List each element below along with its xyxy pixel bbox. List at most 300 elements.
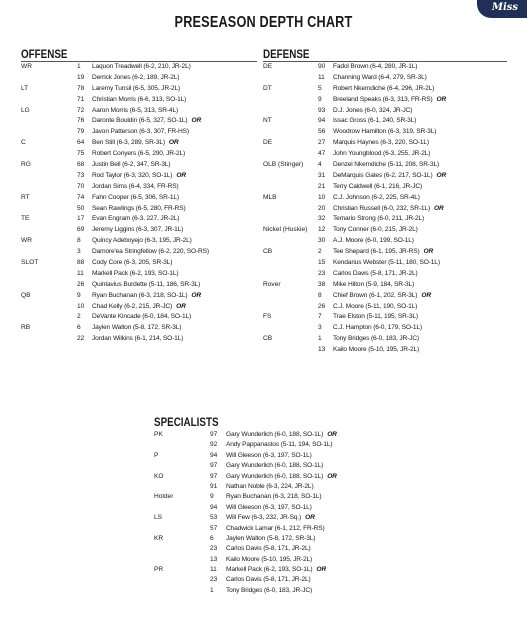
- position-label: KR: [154, 534, 164, 542]
- offense-row: [21, 160, 257, 171]
- specialists-row: [154, 575, 404, 585]
- player-name: [226, 524, 325, 534]
- player-name-text: Derrick Jones (6-2, 189, JR-2L): [92, 73, 180, 81]
- jersey-number: 11: [210, 566, 217, 574]
- jersey-number: 8: [77, 237, 81, 245]
- player-name: [333, 345, 419, 356]
- player-name-text: Chad Kelly (6-2, 215, JR-JC): [92, 302, 173, 310]
- player-name: [92, 171, 186, 182]
- position-label: DT: [263, 84, 272, 92]
- jersey-number: 27: [318, 139, 326, 147]
- offense-row: [21, 323, 257, 334]
- position-label: LS: [154, 514, 163, 522]
- player-name-text: DeMarquis Gates (6-2, 217, SO-1L): [333, 171, 433, 179]
- jersey-number: 71: [77, 95, 85, 103]
- jersey-number: 93: [318, 106, 326, 114]
- player-name-text: Kendarius Webster (5-11, 180, SO-1L): [333, 259, 440, 267]
- player-name-text: Ryan Buchanan (6-3, 218, SO-1L): [92, 291, 188, 299]
- player-name: [333, 116, 416, 127]
- position-label: CB: [263, 335, 273, 343]
- player-name-text: John Youngblood (6-3, 255, JR-2L): [333, 150, 431, 158]
- player-name-text: Terry Caldwell (6-1, 216, JR-JC): [333, 182, 422, 190]
- player-name: [333, 236, 414, 247]
- or-marker: OR: [423, 248, 434, 256]
- position-label: LT: [21, 84, 29, 92]
- player-name-text: Mike Hilton (5-9, 184, SR-3L): [333, 280, 415, 288]
- or-marker: OR: [327, 472, 337, 480]
- defense-row: [263, 302, 507, 313]
- player-name: [92, 127, 189, 138]
- jersey-number: 5: [318, 84, 322, 92]
- offense-row: [21, 127, 257, 138]
- position-label: PK: [154, 431, 163, 438]
- player-name-text: Cody Core (6-3, 205, SR-3L): [92, 259, 173, 267]
- jersey-number: 23: [210, 545, 218, 553]
- player-name: [92, 106, 178, 117]
- player-name: [92, 291, 201, 302]
- player-name: [92, 269, 178, 280]
- player-name: [92, 95, 186, 106]
- player-name-text: Will Gleeson (6-3, 197, SO-1L): [226, 451, 312, 459]
- player-name: [333, 214, 424, 225]
- jersey-number: 17: [77, 215, 85, 223]
- player-name: [92, 138, 179, 149]
- player-name: [333, 182, 422, 193]
- jersey-number: 97: [210, 462, 218, 470]
- player-name: [226, 513, 315, 523]
- jersey-number: 53: [210, 514, 218, 522]
- player-name-text: Trae Elston (5-11, 195, SR-3L): [333, 313, 418, 321]
- jersey-number: 13: [210, 555, 218, 563]
- or-marker: OR: [436, 95, 447, 103]
- player-name: [92, 84, 180, 95]
- specialists-list: [154, 430, 404, 596]
- jersey-number: 1: [77, 63, 81, 70]
- player-name: [92, 323, 181, 334]
- defense-row: [263, 280, 507, 291]
- offense-heading: OFFENSE: [21, 47, 68, 61]
- jersey-number: 73: [77, 171, 85, 179]
- defense-row: [263, 345, 507, 356]
- defense-row: [263, 236, 507, 247]
- player-name-text: Woodrow Hamilton (6-3, 319, SR-3L): [333, 128, 437, 136]
- player-name: [92, 73, 179, 84]
- jersey-number: 11: [77, 269, 84, 277]
- player-name-text: Carlos Davis (5-8, 171, JR-2L): [226, 576, 311, 584]
- player-name-text: Temario Strong (6-0, 211, JR-2L): [333, 215, 425, 223]
- jersey-number: 1: [318, 335, 322, 343]
- player-name-text: Daronte Bouldin (6-5, 327, SO-1L): [92, 117, 188, 125]
- or-marker: OR: [316, 566, 326, 574]
- offense-row: [21, 73, 257, 84]
- player-name-text: Laremy Tunsil (6-5, 305, JR-2L): [92, 84, 181, 92]
- position-label: NT: [263, 117, 272, 125]
- or-marker: OR: [191, 291, 202, 299]
- player-name-text: D.J. Jones (6-0, 324, JR-JC): [333, 106, 413, 114]
- jersey-number: 21: [318, 182, 326, 190]
- defense-row: [263, 73, 507, 84]
- defense-row: [263, 269, 507, 280]
- jersey-number: 10: [77, 302, 85, 310]
- or-marker: OR: [191, 117, 202, 125]
- player-name: [333, 138, 429, 149]
- player-name-text: Markell Pack (6-2, 193, SO-1L): [92, 269, 179, 277]
- player-name-text: Will Few (6-3, 232, JR-Sq.): [226, 514, 302, 522]
- specialists-row: [154, 503, 404, 513]
- player-name: [92, 193, 179, 204]
- player-name: [333, 149, 430, 160]
- jersey-number: 75: [77, 150, 85, 158]
- player-name-text: Tony Bridges (6-0, 183, JR-JC): [333, 335, 420, 343]
- jersey-number: 23: [318, 269, 326, 277]
- jersey-number: 70: [77, 182, 85, 190]
- player-name-text: Andy Pappanastos (5-11, 194, SO-1L): [226, 441, 333, 449]
- jersey-number: 2: [318, 248, 322, 256]
- offense-row: [21, 116, 257, 127]
- jersey-number: 78: [77, 84, 85, 92]
- position-label: WR: [21, 63, 32, 70]
- jersey-number: 50: [77, 204, 85, 212]
- position-label: CB: [263, 248, 273, 256]
- jersey-number: 12: [318, 226, 326, 234]
- player-name-text: Sean Rawlings (6-5, 280, FR-RS): [92, 204, 186, 212]
- player-name: [226, 492, 321, 502]
- jersey-number: 15: [318, 259, 326, 267]
- player-name-text: Evan Engram (6-3, 227, JR-2L): [92, 215, 180, 223]
- offense-row: [21, 62, 257, 73]
- page-title: PRESEASON DEPTH CHART: [174, 14, 353, 31]
- offense-row: [21, 258, 257, 269]
- player-name-text: Ryan Buchanan (6-3, 218, SO-1L): [226, 493, 322, 501]
- logo: [477, 0, 527, 18]
- jersey-number: 9: [318, 95, 322, 103]
- defense-row: [263, 214, 507, 225]
- player-name: [226, 451, 312, 461]
- jersey-number: 26: [77, 280, 85, 288]
- player-name-text: Denzel Nkemdiche (5-11, 208, SR-3L): [333, 161, 440, 169]
- or-marker: OR: [434, 204, 444, 212]
- or-marker: OR: [327, 431, 337, 438]
- position-label: QB: [21, 291, 31, 299]
- player-name: [333, 73, 427, 84]
- defense-row: [263, 291, 507, 302]
- player-name-text: Robert Nkemdiche (6-4, 296, JR-2L): [333, 84, 435, 92]
- specialists-row: [154, 534, 404, 544]
- position-label: Rover: [263, 280, 281, 288]
- defense-row: [263, 247, 507, 258]
- jersey-number: 74: [77, 193, 85, 201]
- specialists-row: [154, 513, 404, 523]
- jersey-number: 69: [77, 226, 85, 234]
- player-name-text: Breeland Speaks (6-3, 313, FR-RS): [333, 95, 433, 103]
- specialists-row: [154, 544, 404, 554]
- offense-row: [21, 214, 257, 225]
- or-marker: OR: [305, 514, 315, 522]
- position-label: OLB (Stinger): [263, 161, 304, 169]
- jersey-number: 6: [77, 324, 81, 332]
- player-name: [92, 160, 170, 171]
- position-label: WR: [21, 237, 32, 245]
- jersey-number: 38: [318, 280, 326, 288]
- specialists-row: [154, 430, 404, 440]
- position-label: SLOT: [21, 259, 39, 267]
- player-name: [92, 214, 179, 225]
- player-name: [333, 225, 418, 236]
- position-label: TE: [21, 215, 30, 223]
- jersey-number: 22: [77, 335, 85, 343]
- defense-row: [263, 312, 507, 323]
- position-label: P: [154, 451, 159, 459]
- defense-row: [263, 171, 507, 182]
- player-name-text: Nathan Noble (6-3, 224, JR-2L): [226, 482, 314, 490]
- position-label: LG: [21, 106, 30, 114]
- player-name-text: Jaylen Walton (5-8, 172, SR-3L): [92, 324, 182, 332]
- logo-text: Miss: [491, 2, 519, 13]
- position-label: RG: [21, 161, 31, 169]
- position-label: RT: [21, 193, 30, 201]
- position-label: KO: [154, 472, 164, 480]
- player-name-text: C.J. Moore (5-11, 190, SO-1L): [333, 302, 418, 310]
- jersey-number: 57: [210, 524, 218, 532]
- player-name: [333, 269, 418, 280]
- specialists-row: [154, 440, 404, 450]
- offense-row: [21, 280, 257, 291]
- jersey-number: 92: [210, 441, 218, 449]
- jersey-number: 56: [318, 128, 326, 136]
- player-name-text: Christian Morris (6-6, 313, SO-1L): [92, 95, 187, 103]
- player-name: [92, 312, 191, 323]
- defense-row: [263, 149, 507, 160]
- player-name: [333, 171, 446, 182]
- player-name: [226, 472, 337, 482]
- player-name: [92, 236, 192, 247]
- player-name-text: Tee Shepard (6-1, 195, JR-RS): [333, 248, 420, 256]
- player-name: [333, 302, 417, 313]
- player-name-text: Will Gleeson (6-3, 197, SO-1L): [226, 503, 312, 511]
- or-marker: OR: [421, 291, 431, 299]
- player-name: [92, 302, 186, 313]
- player-name-text: Jordan Sims (6-4, 334, FR-RS): [92, 182, 179, 190]
- player-name-text: Robert Conyers (6-5, 290, JR-2L): [92, 150, 186, 158]
- offense-list: [21, 62, 257, 345]
- offense-row: [21, 291, 257, 302]
- player-name-text: Christian Russell (6-0, 232, SR-1L): [333, 204, 430, 212]
- player-name: [333, 193, 420, 204]
- jersey-number: 6: [210, 534, 214, 542]
- player-name-text: Jordan Wilkins (6-1, 214, SO-1L): [92, 335, 184, 343]
- player-name: [92, 62, 191, 73]
- jersey-number: 94: [210, 503, 218, 511]
- player-name-text: Tony Conner (6-0, 215, JR-2L): [333, 226, 418, 234]
- specialists-row: [154, 524, 404, 534]
- player-name: [333, 95, 446, 106]
- defense-heading: DEFENSE: [263, 47, 310, 61]
- specialists-row: [154, 586, 404, 596]
- jersey-number: 2: [77, 313, 81, 321]
- offense-row: [21, 95, 257, 106]
- jersey-number: 94: [318, 117, 326, 125]
- player-name: [333, 62, 417, 73]
- position-label: FS: [263, 313, 272, 321]
- jersey-number: 3: [318, 324, 322, 332]
- jersey-number: 72: [77, 106, 85, 114]
- jersey-number: 94: [210, 451, 218, 459]
- player-name-text: Fadol Brown (6-4, 280, JR-1L): [333, 63, 418, 70]
- player-name: [333, 258, 440, 269]
- player-name: [226, 586, 312, 596]
- defense-row: [263, 193, 507, 204]
- player-name: [92, 149, 185, 160]
- player-name: [333, 280, 414, 291]
- defense-row: [263, 106, 507, 117]
- player-name-text: Carlos Davis (5-8, 171, JR-2L): [226, 545, 311, 553]
- jersey-number: 91: [210, 482, 218, 490]
- player-name-text: Chadwick Lamar (6-1, 212, FR-RS): [226, 524, 325, 532]
- player-name: [226, 482, 314, 492]
- jersey-number: 97: [210, 431, 218, 438]
- jersey-number: 4: [318, 161, 322, 169]
- jersey-number: 30: [318, 237, 326, 245]
- player-name-text: Issac Gross (6-1, 240, SR-3L): [333, 117, 417, 125]
- player-name: [92, 280, 200, 291]
- jersey-number: 31: [318, 171, 326, 179]
- player-name: [333, 84, 434, 95]
- offense-row: [21, 204, 257, 215]
- jersey-number: 79: [77, 128, 85, 136]
- position-label: RB: [21, 324, 31, 332]
- defense-row: [263, 62, 507, 73]
- player-name-text: Marquis Haynes (6-3, 220, SO-1L): [333, 139, 429, 147]
- defense-row: [263, 204, 507, 215]
- defense-row: [263, 160, 507, 171]
- player-name-text: Markell Pack (6-2, 193, SO-1L): [226, 566, 313, 574]
- jersey-number: 76: [77, 117, 85, 125]
- jersey-number: 88: [77, 259, 85, 267]
- jersey-number: 64: [77, 139, 85, 147]
- position-label: C: [21, 139, 26, 147]
- jersey-number: 19: [77, 73, 85, 81]
- player-name: [333, 160, 439, 171]
- defense-row: [263, 95, 507, 106]
- player-name: [333, 323, 422, 334]
- offense-row: [21, 269, 257, 280]
- jersey-number: 97: [210, 472, 218, 480]
- or-marker: OR: [176, 171, 186, 179]
- jersey-number: 9: [210, 493, 214, 501]
- jersey-number: 10: [318, 193, 326, 201]
- player-name: [226, 534, 315, 544]
- or-marker: OR: [436, 171, 447, 179]
- jersey-number: 3: [77, 248, 81, 256]
- player-name-text: DeVante Kincade (6-0, 184, SO-1L): [92, 313, 192, 321]
- defense-row: [263, 127, 507, 138]
- player-name: [333, 334, 419, 345]
- player-name-text: A.J. Moore (6-0, 199, SO-1L): [333, 237, 414, 245]
- specialists-row: [154, 555, 404, 565]
- player-name-text: C.J. Johnson (6-2, 225, SR-4L): [333, 193, 420, 201]
- offense-row: [21, 334, 257, 345]
- jersey-number: 11: [318, 73, 325, 81]
- offense-row: [21, 149, 257, 160]
- offense-row: [21, 84, 257, 95]
- player-name: [226, 461, 323, 471]
- player-name: [333, 291, 431, 302]
- jersey-number: 9: [77, 291, 81, 299]
- specialists-row: [154, 461, 404, 471]
- position-label: Holder: [154, 493, 174, 501]
- player-name-text: Quintavius Burdette (5-11, 186, SR-3L): [92, 280, 201, 288]
- position-label: DE: [263, 63, 273, 70]
- offense-row: [21, 312, 257, 323]
- player-name: [92, 204, 186, 215]
- jersey-number: 68: [77, 161, 85, 169]
- player-name-text: Quincy Adeboyejo (6-3, 195, JR-2L): [92, 237, 192, 245]
- jersey-number: 90: [318, 63, 326, 70]
- player-name: [92, 334, 183, 345]
- jersey-number: 20: [318, 204, 326, 212]
- jersey-number: 13: [318, 346, 326, 354]
- specialists-row: [154, 482, 404, 492]
- player-name: [333, 204, 444, 215]
- player-name: [92, 182, 179, 193]
- jersey-number: 26: [318, 302, 326, 310]
- player-name: [333, 127, 436, 138]
- player-name: [92, 258, 172, 269]
- jersey-number: 32: [318, 215, 326, 223]
- jersey-number: 7: [318, 313, 322, 321]
- player-name: [333, 312, 418, 323]
- player-name: [92, 116, 201, 127]
- player-name: [226, 575, 311, 585]
- defense-row: [263, 116, 507, 127]
- player-name-text: Carlos Davis (5-8, 171, JR-2L): [333, 269, 418, 277]
- player-name: [226, 503, 312, 513]
- player-name-text: Fahn Cooper (6-5, 306, SR-1L): [92, 193, 179, 201]
- or-marker: OR: [176, 302, 186, 310]
- player-name-text: Damore'ea Stringfellow (6-2, 220, SO-RS): [92, 248, 209, 256]
- or-marker: OR: [168, 139, 179, 147]
- specialists-row: [154, 492, 404, 502]
- player-name-text: Jaylen Walton (5-8, 172, SR-3L): [226, 534, 316, 542]
- specialists-row: [154, 472, 404, 482]
- jersey-number: 8: [318, 291, 322, 299]
- offense-row: [21, 138, 257, 149]
- offense-row: [21, 182, 257, 193]
- defense-row: [263, 323, 507, 334]
- jersey-number: 23: [210, 576, 218, 584]
- player-name-text: Gary Wunderlich (6-0, 188, SO-1L): [226, 472, 324, 480]
- player-name-text: Chief Brown (6-1, 202, SR-3L): [333, 291, 418, 299]
- player-name-text: Kailo Moore (5-10, 195, JR-2L): [333, 346, 420, 354]
- defense-row: [263, 182, 507, 193]
- defense-row: [263, 258, 507, 269]
- offense-row: [21, 236, 257, 247]
- player-name-text: Rod Taylor (6-3, 320, SO-1L): [92, 171, 173, 179]
- player-name: [226, 430, 337, 440]
- offense-row: [21, 302, 257, 313]
- player-name-text: Gary Wunderlich (6-0, 188, SO-1L): [226, 462, 324, 470]
- player-name-text: Kailo Moore (5-10, 195, JR-2L): [226, 555, 313, 563]
- position-label: DE: [263, 139, 273, 147]
- player-name-text: C.J. Hampton (6-0, 179, SO-1L): [333, 324, 422, 332]
- player-name-text: Tony Bridges (6-0, 183, JR-JC): [226, 586, 313, 594]
- player-name-text: Channing Ward (6-4, 279, SR-3L): [333, 73, 427, 81]
- offense-row: [21, 106, 257, 117]
- position-label: MLB: [263, 193, 277, 201]
- player-name: [226, 555, 312, 565]
- offense-row: [21, 171, 257, 182]
- jersey-number: 47: [318, 150, 326, 158]
